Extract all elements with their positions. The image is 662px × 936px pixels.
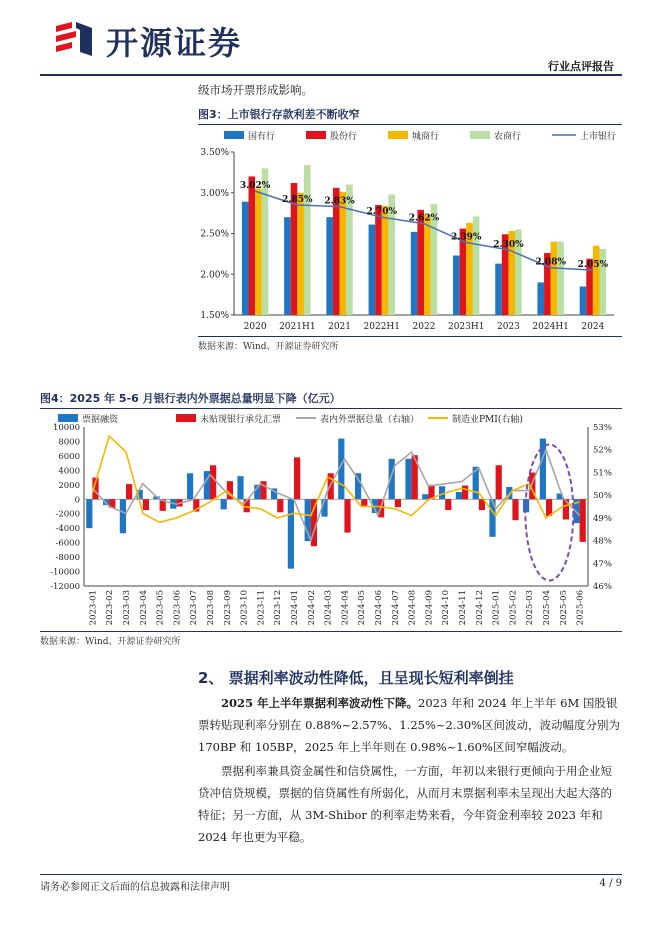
fig3-data-label: 3.02%	[239, 181, 271, 192]
fig4-bar-未贴现-2024-10	[445, 499, 451, 510]
fig3-x-tick-label: 2021	[328, 322, 352, 332]
fig4-bar-未贴现-2024-01	[294, 457, 300, 499]
fig4-x-tick-label: 2024-06	[374, 590, 384, 626]
fig4-legend-swatch-1	[176, 414, 196, 422]
fig3-bar-城商行-2021	[340, 192, 347, 315]
fig4-x-tick-label: 2025-04	[542, 590, 552, 626]
figure4-bottom-rule	[40, 631, 622, 632]
fig3-legend-swatch-2	[388, 131, 408, 139]
section2-title: 2、 票据利率波动性降低，且呈现长短利率倒挂	[198, 669, 514, 687]
fig4-bar-未贴现-2023-08	[210, 465, 216, 499]
fig3-bar-国有行-2024	[580, 286, 587, 315]
logo-mark-icon	[52, 18, 98, 60]
fig4-left-tick-label: 6000	[58, 451, 80, 462]
fig4-x-tick-label: 2023-10	[239, 590, 250, 626]
fig3-bar-国有行-2023H1	[453, 256, 460, 315]
fig4-x-tick-label: 2024-10	[441, 590, 452, 626]
fig4-x-tick-label: 2023-11	[256, 590, 267, 626]
fig3-x-tick-label: 2024	[581, 322, 605, 332]
fig4-bar-未贴现-2024-11	[462, 486, 468, 500]
fig4-x-tick-label: 2024-03	[323, 590, 334, 626]
fig4-bar-票据融资-2023-01	[86, 499, 92, 528]
fig4-bar-未贴现-2024-05	[361, 499, 367, 506]
fig3-x-tick-label: 2020	[243, 322, 267, 332]
fig4-x-tick-label: 2023-06	[172, 590, 183, 626]
fig4-right-tick-label: 51%	[593, 468, 612, 479]
fig3-bar-股份行-2020	[249, 176, 256, 315]
figure4-source: 数据来源：Wind、开源证券研究所	[40, 637, 181, 647]
fig4-bar-未贴现-2023-12	[277, 499, 283, 512]
fig4-left-tick-label: -2000	[55, 509, 80, 520]
fig4-bar-未贴现-2023-03	[126, 484, 132, 499]
fig4-x-tick-label: 2025-05	[558, 590, 569, 626]
fig4-bar-未贴现-2025-01	[496, 465, 502, 499]
fig3-bar-城商行-2024	[593, 246, 600, 315]
fig4-legend-label-1: 未贴现银行承兑汇票	[200, 415, 282, 425]
fig3-bar-国有行-2021H1	[284, 217, 291, 315]
fig3-bar-农商行-2024	[599, 249, 606, 315]
figure3-bottom-rule	[198, 336, 622, 337]
fig4-bar-未贴现-2024-04	[344, 499, 350, 532]
fig3-bar-股份行-2022H1	[375, 205, 382, 315]
fig4-bar-票据融资-2023-09	[221, 499, 227, 509]
fig3-y-tick-label: 3.50%	[200, 148, 229, 158]
fig3-bar-国有行-2023	[495, 264, 502, 315]
fig4-right-tick-label: 50%	[593, 491, 612, 502]
fig4-x-tick-label: 2023-08	[206, 590, 216, 626]
fig4-bar-票据融资-2024-08	[405, 459, 411, 499]
fig3-x-tick-label: 2022	[412, 322, 436, 332]
fig4-x-tick-label: 2024-12	[474, 590, 485, 626]
fig4-left-tick-label: 2000	[58, 480, 80, 491]
fig3-x-tick-label: 2024H1	[532, 322, 569, 332]
section2-paragraph-1	[198, 692, 622, 758]
fig4-x-tick-label: 2024-05	[357, 590, 368, 626]
fig3-bar-国有行-2024H1	[537, 282, 544, 315]
fig3-bar-国有行-2022H1	[369, 225, 376, 315]
fig4-left-tick-label: -6000	[55, 538, 80, 549]
fig3-data-label: 2.70%	[366, 207, 398, 218]
figure3-chart	[198, 126, 622, 336]
fig3-y-tick-label: 2.00%	[200, 270, 229, 281]
fig3-bar-农商行-2024H1	[557, 242, 564, 315]
fig3-bar-农商行-2021H1	[304, 165, 311, 315]
fig3-x-tick-label: 2022H1	[363, 322, 401, 332]
fig3-y-tick-label: 1.50%	[200, 311, 229, 321]
fig4-x-tick-label: 2025-01	[491, 590, 502, 626]
fig3-legend-label-2: 城商行	[412, 132, 440, 142]
fig3-data-label: 2.83%	[324, 196, 355, 207]
fig3-x-tick-label: 2021H1	[279, 322, 316, 332]
fig4-x-tick-label: 2025-02	[508, 590, 519, 626]
fig4-x-tick-label: 2023-03	[122, 590, 132, 626]
fig4-left-tick-label: -4000	[55, 524, 80, 535]
fig3-data-label: 2.39%	[450, 232, 482, 243]
fig3-bar-城商行-2024H1	[551, 242, 558, 315]
fig3-data-label: 2.30%	[493, 239, 524, 250]
fig4-left-tick-label: 8000	[58, 437, 80, 448]
fig4-x-tick-label: 2024-02	[306, 590, 317, 626]
figure3-source: 数据来源：Wind、开源证券研究所	[198, 342, 339, 352]
fig3-bar-农商行-2023H1	[473, 216, 480, 315]
fig3-legend-line-label: 上市银行	[580, 132, 617, 142]
fig3-x-tick-label: 2023	[496, 322, 520, 332]
fig4-x-tick-label: 2023-05	[155, 590, 166, 626]
fig4-right-tick-label: 52%	[593, 445, 612, 456]
fig4-x-tick-label: 2023-01	[88, 590, 99, 626]
fig4-bar-票据融资-2024-01	[288, 499, 294, 568]
section2-paragraph-2: 票据利率兼具资金属性和信贷属性，一方面，年初以来银行更倾向于用企业短贷冲信贷规模，票据的信贷属性有所弱化，从而月末票据利率未呈现出大起大落的特征；另一方面，从 3M-Shibor 的利率走势来看，今年资金利率较 2023 年和 2024 年也更为平稳。	[198, 764, 612, 844]
fig3-bar-城商行-2022H1	[382, 206, 389, 315]
fig4-x-tick-label: 2023-09	[222, 590, 233, 626]
fig3-y-tick-label: 3.00%	[200, 188, 229, 199]
fig3-legend-label-3: 农商行	[494, 132, 522, 142]
fig4-left-tick-label: -12000	[50, 582, 80, 592]
fig4-bar-票据融资-2023-03	[120, 499, 126, 533]
fig3-legend-swatch-0	[224, 131, 244, 139]
fig3-bar-股份行-2022	[417, 210, 424, 315]
fig4-x-tick-label: 2023-07	[189, 590, 200, 626]
report-type-label: 行业点评报告	[548, 60, 614, 73]
fig4-x-tick-label: 2024-09	[424, 590, 435, 626]
fig3-data-label: 2.62%	[408, 213, 440, 224]
fig4-bar-票据融资-2023-10	[237, 476, 243, 499]
fig3-y-tick-label: 2.50%	[200, 229, 229, 240]
fig4-legend-label-3: 制造业PMI(右轴)	[452, 415, 523, 425]
fig3-bar-城商行-2022	[424, 215, 431, 315]
figure4-chart	[40, 409, 622, 631]
fig3-bar-城商行-2020	[255, 189, 262, 315]
fig4-x-tick-label: 2024-04	[340, 590, 351, 626]
fig4-right-tick-label: 47%	[593, 559, 612, 570]
fig4-x-tick-label: 2025-06	[575, 590, 586, 626]
fig4-bar-票据融资-2024-09	[422, 494, 428, 499]
fig3-bar-国有行-2020	[242, 202, 249, 315]
fig4-x-tick-label: 2024-11	[458, 590, 468, 626]
page-number: 4 / 9	[599, 878, 622, 889]
fig4-x-tick-label: 2023-02	[105, 590, 116, 626]
fig4-bar-未贴现-2025-02	[512, 499, 518, 520]
fig3-legend-label-1: 股份行	[330, 132, 358, 142]
fig4-right-tick-label: 53%	[593, 423, 612, 433]
fig3-bar-城商行-2021H1	[297, 193, 304, 315]
fig4-right-tick-label: 46%	[593, 582, 612, 592]
fig3-bar-国有行-2022	[411, 232, 418, 315]
fig4-bar-票据融资-2024-11	[456, 492, 462, 499]
fig4-legend-label-2: 表内外票据总量（右轴）	[320, 415, 420, 425]
fig4-legend-label-0: 票据融资	[82, 415, 119, 425]
fig3-data-label: 2.08%	[535, 257, 566, 268]
fig4-left-tick-label: 10000	[52, 423, 80, 433]
fig4-bar-票据融资-2023-07	[187, 473, 193, 499]
header-divider	[40, 74, 622, 76]
fig4-bar-未贴现-2025-06	[580, 499, 586, 542]
fig3-legend-swatch-1	[306, 131, 326, 139]
fig4-left-tick-label: 4000	[58, 466, 80, 477]
logo-text: 开源证券	[106, 24, 243, 62]
figure4-title: 图4：2025 年 5-6 月银行表内外票据总量明显下降（亿元）	[40, 392, 341, 405]
fig4-right-tick-label: 48%	[593, 536, 612, 547]
fig4-legend-swatch-0	[58, 414, 78, 422]
fig4-left-tick-label: -10000	[50, 567, 80, 578]
fig3-data-label: 2.85%	[282, 194, 313, 205]
fig4-x-tick-label: 2025-03	[525, 590, 536, 626]
section2-paragraph-1-body: 2023 年和 2024 年上半年 6M 国股银票转贴现利率分别在 0.88%~2.57%、1.25%~2.30%区间波动，波动幅度分别为 170BP 和 105BP，2025 年上半年则在 0.98%~1.60%区间窄幅波动。	[198, 696, 621, 754]
figure3-rule	[198, 124, 622, 125]
section2-paragraph-1-lead: 2025 年上半年票据利率波动性下降。	[221, 696, 419, 710]
fig3-legend-swatch-3	[470, 131, 490, 139]
fig3-x-tick-label: 2023H1	[447, 322, 485, 332]
fig3-data-label: 2.05%	[577, 260, 609, 271]
fig3-bar-国有行-2021	[326, 217, 333, 315]
footer-disclaimer: 请务必参阅正文后面的信息披露和法律声明	[40, 882, 230, 893]
fig4-bar-未贴现-2024-07	[395, 499, 401, 507]
fig4-x-tick-label: 2024-07	[390, 590, 401, 626]
figure3-title: 图3：上市银行存款利差不断收窄	[198, 108, 360, 121]
intro-text: 级市场开票形成影响。	[198, 83, 313, 97]
fig3-legend-label-0: 国有行	[248, 132, 276, 142]
fig4-bar-未贴现-2023-04	[143, 499, 149, 510]
fig4-x-tick-label: 2024-01	[290, 590, 300, 626]
footer-divider	[40, 874, 622, 875]
fig4-x-tick-label: 2023-04	[138, 590, 149, 626]
fig4-x-tick-label: 2024-08	[407, 590, 418, 626]
fig4-x-tick-label: 2023-12	[273, 590, 284, 626]
fig4-right-tick-label: 49%	[593, 513, 612, 524]
fig4-left-tick-label: 0	[74, 495, 80, 506]
fig4-left-tick-label: -8000	[55, 553, 80, 564]
